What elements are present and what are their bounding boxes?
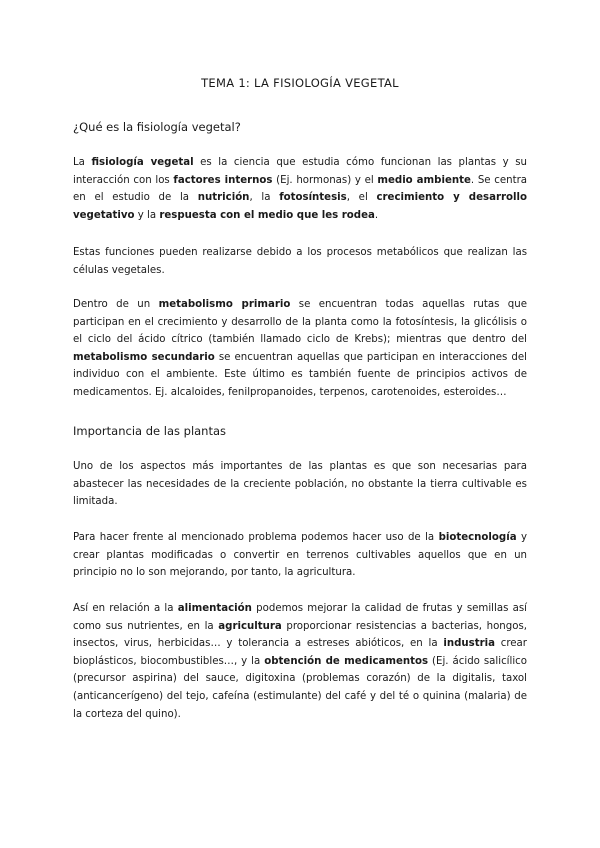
bold-term: agricultura (218, 620, 282, 632)
bold-term: alimentación (177, 603, 252, 614)
bold-term: respuesta con el medio que les rodea (159, 209, 375, 221)
paragraph-population-needs: Uno de los aspectos más importantes de las plantas es que son necesarias para abastecer las necesidades de la creciente población, no obstante la tierra cultivable es limitada. (73, 461, 527, 508)
bold-term: metabolismo primario (158, 299, 291, 310)
paragraph-definition: La fisiología vegetal es la ciencia que estudia cómo funcionan las plantas y su interacción con los factores internos (Ej. hormonas) y el medio ambiente. Se centra en el estudio de la nutrición, la fotosíntesis, el crecimiento y desarrollo vegetativo y la respuesta con el medio que les rodea. (73, 157, 528, 221)
section-heading-what-is: ¿Qué es la fisiología vegetal? (73, 120, 241, 134)
bold-term: nutrición (197, 192, 250, 204)
bold-term: metabolismo secundario (73, 351, 215, 363)
bold-term: obtención de medicamentos (264, 655, 429, 667)
bold-term: fisiología vegetal (91, 157, 194, 168)
paragraph-biotechnology: Para hacer frente al mencionado problema podemos hacer uso de la biotecnología y crear plantas modificadas o convertir en terrenos cultivables aquellos que en un principio no lo son mejorando, por tanto, la agricultura. (73, 532, 527, 579)
paragraph-metabolism-types: Dentro de un metabolismo primario se encuentran todas aquellas rutas que participan en el crecimiento y desarrollo de la planta como la fotosíntesis, la glicólisis o el ciclo del ácido cítrico (también llamado ciclo de Krebs); mientras que dentro del metabolismo secundario se encuentran aquellas que participan en interacciones del individuo con el ambiente. Este último es también fuente de principios activos de medicamentos. Ej. alcaloides, fenilpropanoides, terpenos, carotenoides, esteroides… (73, 299, 527, 398)
document-title: TEMA 1: LA FISIOLOGÍA VEGETAL (201, 76, 399, 90)
bold-term: medio ambiente (377, 174, 471, 186)
bold-term: industria (443, 638, 495, 650)
bold-term: crecimiento y desarrollo vegetativo (73, 192, 527, 221)
section-heading-importance: Importancia de las plantas (73, 424, 227, 438)
paragraph-metabolic-processes: Estas funciones pueden realizarse debido a los procesos metabólicos que realizan las células vegetales. (73, 247, 527, 276)
bold-term: fotosíntesis (279, 192, 347, 204)
bold-term: biotecnología (438, 532, 517, 543)
bold-term: factores internos (173, 174, 273, 186)
paragraph-applications: Así en relación a la alimentación podemos mejorar la calidad de frutas y semillas así como sus nutrientes, en la agricultura proporcionar resistencias a bacterias, hongos, insectos, virus, herbicidas… y tolerancia a estreses abióticos, en la industria crear bioplásticos, biocombustibles…, y la obtención de medicamentos (Ej. ácido salicílico (precursor aspirina) del sauce, digitoxina (problemas corazón) de la digitalis, taxol (anticancerígeno) del tejo, cafeína (estimulante) del café y del té o quinina (malaria) de la corteza del quino). (73, 603, 528, 720)
